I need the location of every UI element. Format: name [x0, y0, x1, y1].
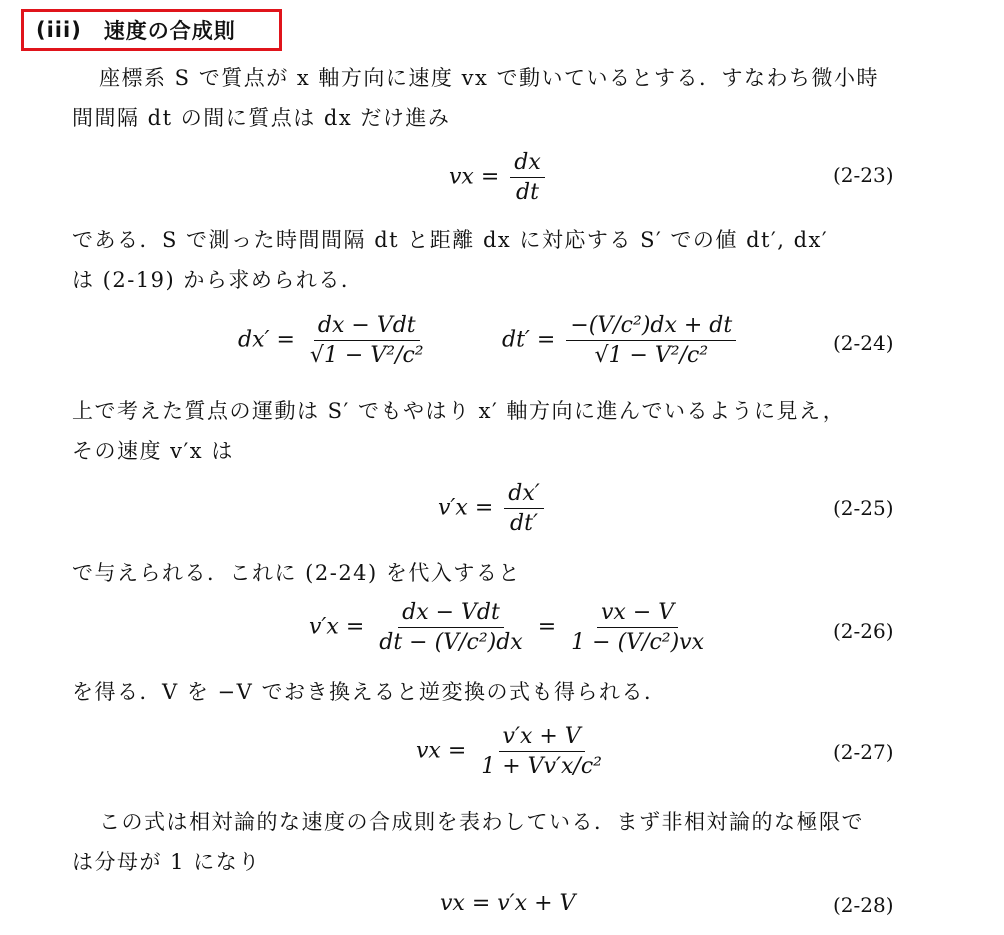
paragraph-line: は分母が 1 になり: [72, 850, 261, 874]
paragraph-line: 上で考えた質点の運動は S′ でもやはり x′ 軸方向に進んでいるように見え，: [72, 399, 846, 423]
denominator: 1 + Vv′x/c²: [481, 754, 602, 779]
equation-2-23: [449, 150, 549, 205]
eq-lhs: dx′ =: [238, 327, 295, 353]
paragraph-4: [72, 553, 952, 593]
paragraph-1: [72, 58, 952, 138]
eq-lhs: vx =: [416, 738, 467, 764]
paragraph-line: この式は相対論的な速度の合成則を表わしている．まず非相対論的な極限で: [99, 810, 864, 834]
denominator: dt − (V/c²)dx: [379, 630, 523, 655]
denominator: 1 − (V/c²)vx: [571, 630, 705, 655]
section-title: 速度の合成則: [103, 19, 236, 43]
section-number: (iii): [36, 18, 82, 42]
paragraph-line: は (2-19) から求められる．: [72, 268, 364, 292]
equation-2-26: v′x = $\frac{\text{dx − Vdt}}{\text{dt − (V/c²)dx}}$ = $\frac{vx - V}{\text{1 − (V/c²)vx}}$: [309, 600, 712, 655]
fraction: [504, 481, 544, 536]
equation-number: (2-25): [833, 496, 894, 520]
equation-2-24a: [238, 313, 432, 368]
denominator: √1 − V²/c²: [309, 343, 424, 368]
fraction: [566, 313, 736, 368]
paragraph-line: である．S で測った時間間隔 dt と距離 dx に対応する S′ での値 dt′, dx′: [72, 228, 829, 252]
fraction: [567, 600, 708, 655]
fraction: [510, 150, 545, 205]
paragraph-line: を得る．V を −V でおき換えると逆変換の式も得られる．: [72, 680, 667, 704]
paragraph-2: [72, 220, 952, 300]
paragraph-line: 座標系 S で質点が x 軸方向に速度 vx で動いているとする．すなわち微小時: [99, 66, 879, 90]
denominator: dt′: [510, 511, 538, 536]
equation-2-28: vx = v′x + V: [440, 891, 576, 916]
numerator: v′x + V: [499, 724, 585, 752]
paragraph-5: [72, 672, 952, 712]
equation-number: (2-26): [833, 619, 894, 643]
equation-2-27: [416, 724, 610, 779]
equation-number: (2-23): [833, 163, 894, 187]
equation-number: (2-28): [833, 893, 894, 917]
equation-2-24b: [502, 313, 740, 368]
paragraph-line: で与えられる．これに (2-24) を代入すると: [72, 561, 521, 585]
numerator: dx − Vdt: [398, 600, 504, 628]
eq-lhs: vx =: [449, 164, 500, 190]
section-heading: [21, 9, 282, 51]
equation-2-25: [438, 481, 548, 536]
denominator: dt: [516, 180, 539, 205]
equation-number: (2-24): [833, 331, 894, 355]
numerator: vx − V: [597, 600, 678, 628]
fraction: [306, 313, 428, 368]
numerator: dx − Vdt: [314, 313, 420, 341]
eq-lhs: v′x =: [309, 614, 365, 640]
paragraph-3: [72, 391, 952, 471]
numerator: dx′: [504, 481, 544, 509]
denominator: √1 − V²/c²: [594, 343, 709, 368]
fraction: [375, 600, 526, 655]
numerator: −(V/c²)dx + dt: [566, 313, 736, 341]
numerator: dx: [510, 150, 545, 178]
equation-number: (2-27): [833, 740, 894, 764]
eq-lhs: dt′ =: [502, 327, 556, 353]
paragraph-line: 間間隔 dt の間に質点は dx だけ進み: [72, 106, 451, 130]
paragraph-line: その速度 v′x は: [72, 439, 234, 463]
fraction: [477, 724, 606, 779]
eq-lhs: v′x =: [438, 495, 494, 521]
paragraph-6: [72, 802, 952, 882]
